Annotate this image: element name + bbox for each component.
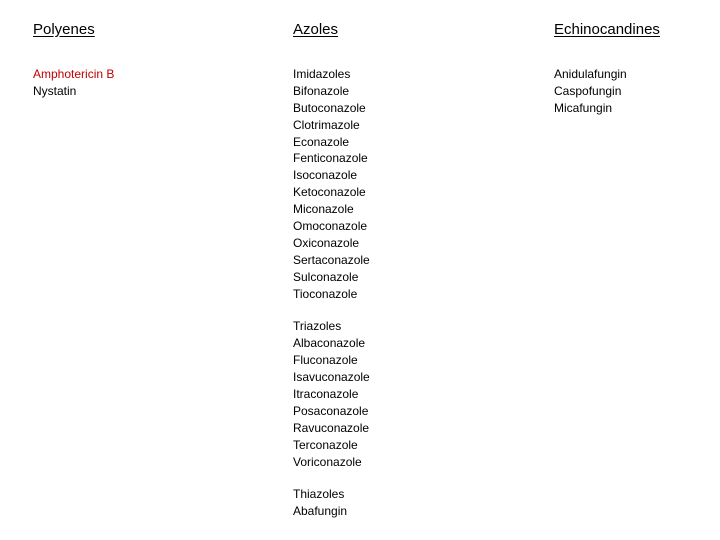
triazole-item: Voriconazole	[293, 454, 362, 469]
azoles-header: Azoles	[293, 21, 339, 38]
triazoles-list	[293, 318, 533, 470]
imidazole-item: Omoconazole	[293, 219, 368, 234]
polyenes-column	[33, 20, 263, 100]
echinocandine-item: Micafungin	[554, 100, 613, 115]
group-spacer	[293, 470, 533, 486]
imidazole-item: Isoconazole	[293, 168, 358, 183]
triazole-item: Terconazole	[293, 437, 358, 452]
imidazole-item: Butoconazole	[293, 100, 366, 115]
polyenes-list	[33, 66, 263, 100]
triazole-item: Isavuconazole	[293, 370, 370, 385]
imidazole-item: Clotrimazole	[293, 117, 360, 132]
polyenes-header: Polyenes	[33, 21, 95, 38]
thiazole-item: Abafungin	[293, 504, 348, 519]
thiazole-subheading: Thiazoles	[293, 487, 345, 502]
imidazole-subheading: Imidazoles	[293, 67, 351, 81]
echinocandines-column	[554, 20, 714, 117]
polyene-item: Amphotericin B	[33, 67, 115, 81]
thiazoles-list	[293, 486, 533, 520]
azoles-column	[293, 20, 533, 520]
imidazole-item: Ketoconazole	[293, 185, 366, 200]
echinocandines-header: Echinocandines	[554, 21, 660, 38]
echinocandine-item: Caspofungin	[554, 83, 622, 98]
imidazole-item: Econazole	[293, 134, 350, 149]
triazole-item: Ravuconazole	[293, 420, 370, 435]
group-spacer	[293, 302, 533, 318]
triazole-item: Itraconazole	[293, 387, 359, 402]
triazole-item: Albaconazole	[293, 336, 366, 351]
echinocandines-list	[554, 66, 714, 117]
imidazole-item: Sertaconazole	[293, 252, 370, 267]
imidazole-item: Oxiconazole	[293, 235, 360, 250]
imidazoles-list	[293, 66, 533, 302]
imidazole-item: Sulconazole	[293, 269, 359, 284]
polyene-item: Nystatin	[33, 83, 77, 98]
triazole-subheading: Triazoles	[293, 319, 342, 334]
triazole-item: Posaconazole	[293, 403, 369, 418]
imidazole-item: Fenticonazole	[293, 151, 368, 166]
triazole-item: Fluconazole	[293, 353, 358, 368]
imidazole-item: Bifonazole	[293, 83, 350, 98]
imidazole-item: Miconazole	[293, 202, 354, 217]
echinocandine-item: Anidulafungin	[554, 67, 627, 81]
imidazole-item: Tioconazole	[293, 286, 358, 301]
